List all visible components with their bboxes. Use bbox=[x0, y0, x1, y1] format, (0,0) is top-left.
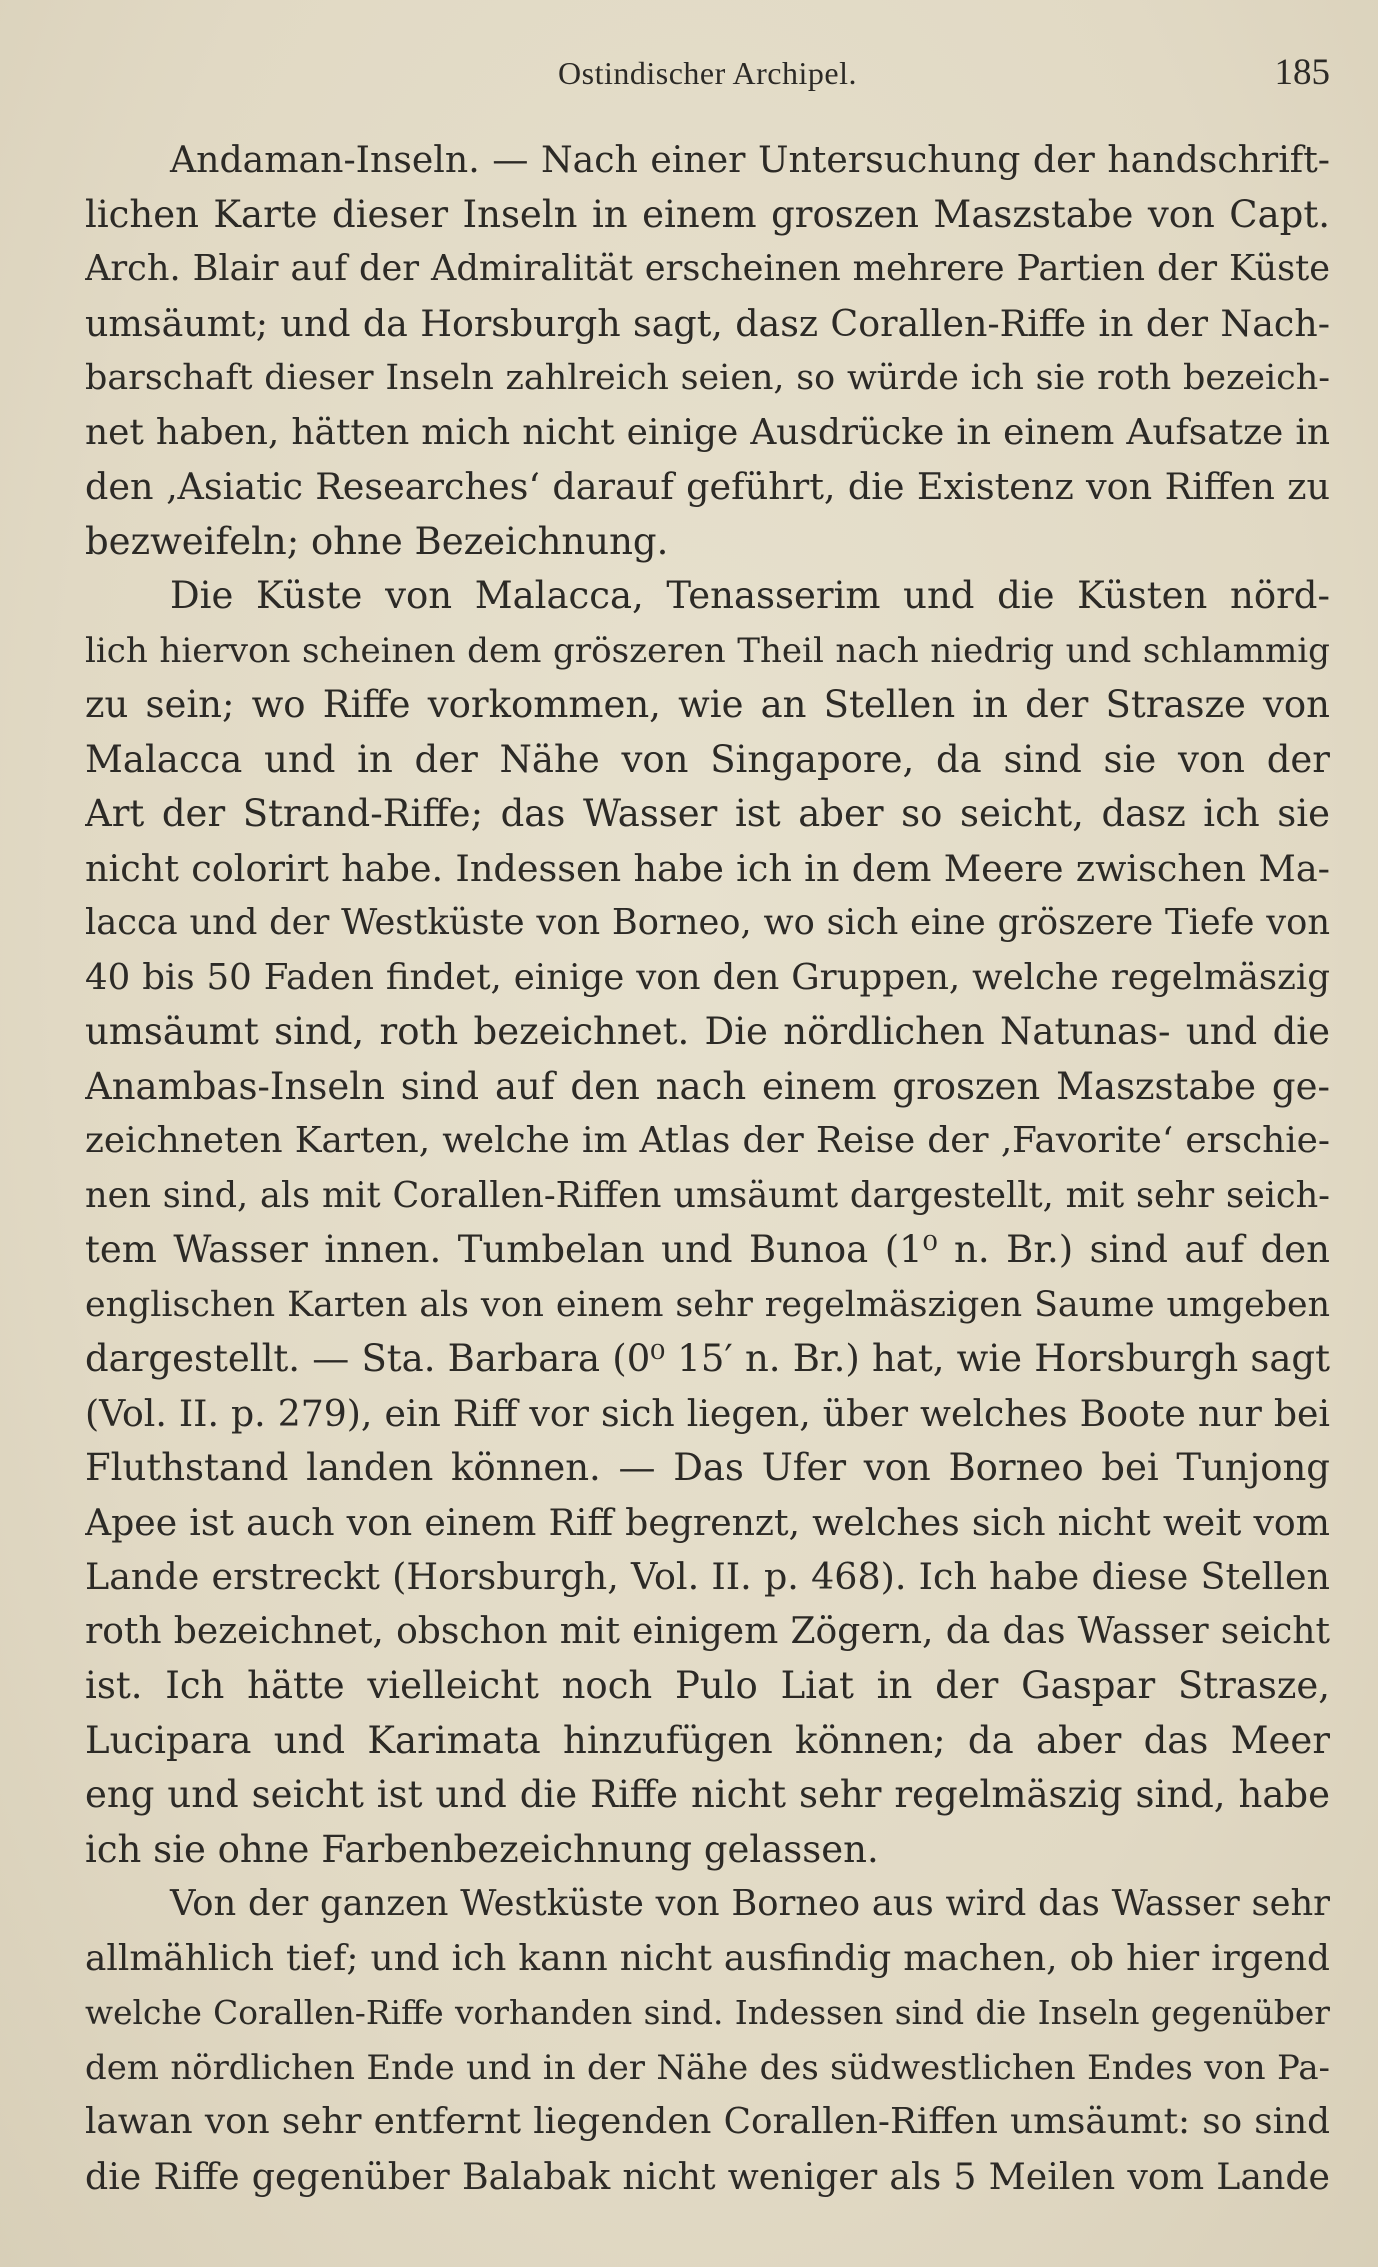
text-line: Arch. Blair auf der Admiralität erscheinen mehrere Partien der Küste bbox=[85, 248, 1330, 289]
body-text bbox=[85, 133, 1330, 2204]
text-line: den ‚Asiatic Researches‘ darauf geführt, die Existenz von Riffen zu bbox=[85, 465, 1330, 508]
text-line: lichen Karte dieser Inseln in einem groszen Maszstabe von Capt. bbox=[85, 192, 1330, 236]
text-line: Lucipara und Karimata hinzufügen können; da aber das Meer bbox=[85, 1718, 1330, 1762]
text-line: barschaft dieser Inseln zahlreich seien, so würde ich sie roth bezeich- bbox=[85, 358, 1330, 398]
text-line: bezweifeln; ohne Bezeichnung. bbox=[85, 519, 669, 563]
text-line: tem Wasser innen. Tumbelan und Bunoa (1⁰ n. Br.) sind auf den bbox=[85, 1228, 1330, 1271]
text-line: nen sind, als mit Corallen-Riffen umsäumt dargestellt, mit sehr seich- bbox=[85, 1174, 1330, 1216]
text-line: net haben, hätten mich nicht einige Ausdrücke in einem Aufsatze in bbox=[85, 411, 1330, 453]
running-title: Ostindischer Archipel. bbox=[558, 55, 857, 91]
text-line: allmählich tief; und ich kann nicht ausfindig machen, ob hier irgend bbox=[85, 1937, 1330, 1979]
text-line: nicht colorirt habe. Indessen habe ich in dem Meere zwischen Ma- bbox=[85, 846, 1330, 890]
text-line: ich sie ohne Farbenbezeichnung gelassen. bbox=[85, 1827, 879, 1871]
text-line: welche Corallen-Riffe vorhanden sind. Indessen sind die Inseln gegenüber bbox=[85, 1994, 1330, 2032]
text-line: 40 bis 50 Faden findet, einige von den Gruppen, welche regelmäszig bbox=[85, 956, 1330, 998]
text-line: dem nördlichen Ende und in der Nähe des südwestlichen Endes von Pa- bbox=[85, 2047, 1330, 2087]
text-line: Fluthstand landen können. — Das Ufer von Borneo bei Tunjong bbox=[85, 1446, 1330, 1489]
text-line: lawan von sehr entfernt liegenden Corallen-Riffen umsäumt: so sind bbox=[85, 2101, 1330, 2142]
text-line: dargestellt. — Sta. Barbara (0⁰ 15′ n. Br.) hat, wie Horsburgh sagt bbox=[85, 1337, 1330, 1380]
text-line: roth bezeichnet, obschon mit einigem Zögern, da das Wasser seicht bbox=[85, 1610, 1330, 1652]
text-line: umsäumt sind, roth bezeichnet. Die nördlichen Natunas- und die bbox=[85, 1010, 1330, 1053]
text-line: Lande erstreckt (Horsburgh, Vol. II. p. 468). Ich habe diese Stellen bbox=[85, 1555, 1330, 1598]
text-line: englischen Karten als von einem sehr regelmäszigen Saume umgeben bbox=[85, 1284, 1330, 1325]
text-line: eng und seicht ist und die Riffe nicht sehr regelmäszig sind, habe bbox=[85, 1773, 1330, 1816]
page-number: 185 bbox=[1274, 52, 1330, 93]
text-line: zu sein; wo Riffe vorkommen, wie an Stellen in der Strasze von bbox=[85, 683, 1330, 726]
text-line: Die Küste von Malacca, Tenasserim und die Küsten nörd- bbox=[170, 574, 1330, 617]
text-line: lich hiervon scheinen dem gröszeren Theil nach niedrig und schlammig bbox=[85, 630, 1330, 671]
text-line: lacca und der Westküste von Borneo, wo sich eine gröszere Tiefe von bbox=[85, 902, 1330, 943]
text-line: umsäumt; und da Horsburgh sagt, dasz Corallen-Riffe in der Nach- bbox=[85, 301, 1330, 345]
text-line: Malacca und in der Nähe von Singapore, da sind sie von der bbox=[85, 737, 1330, 781]
text-line: Andaman-Inseln. — Nach einer Untersuchung der handschrift- bbox=[170, 138, 1330, 181]
text-line: die Riffe gegenüber Balabak nicht weniger als 5 Meilen vom Lande bbox=[85, 2154, 1330, 2198]
text-line: Art der Strand-Riffe; das Wasser ist aber so seicht, dasz ich sie bbox=[85, 792, 1330, 835]
text-line: zeichneten Karten, welche im Atlas der Reise der ‚Favorite‘ erschie- bbox=[85, 1120, 1330, 1161]
text-line: (Vol. II. p. 279), ein Riff vor sich liegen, über welches Boote nur bei bbox=[85, 1391, 1330, 1435]
text-line: ist. Ich hätte vielleicht noch Pulo Liat in der Gaspar Strasze, bbox=[85, 1664, 1330, 1707]
text-line: Anambas-Inseln sind auf den nach einem groszen Maszstabe ge- bbox=[85, 1064, 1330, 1108]
text-line: Apee ist auch von einem Riff begrenzt, welches sich nicht weit vom bbox=[85, 1500, 1330, 1544]
page-header bbox=[85, 48, 1330, 98]
text-line: Von der ganzen Westküste von Borneo aus wird das Wasser sehr bbox=[170, 1883, 1330, 1924]
